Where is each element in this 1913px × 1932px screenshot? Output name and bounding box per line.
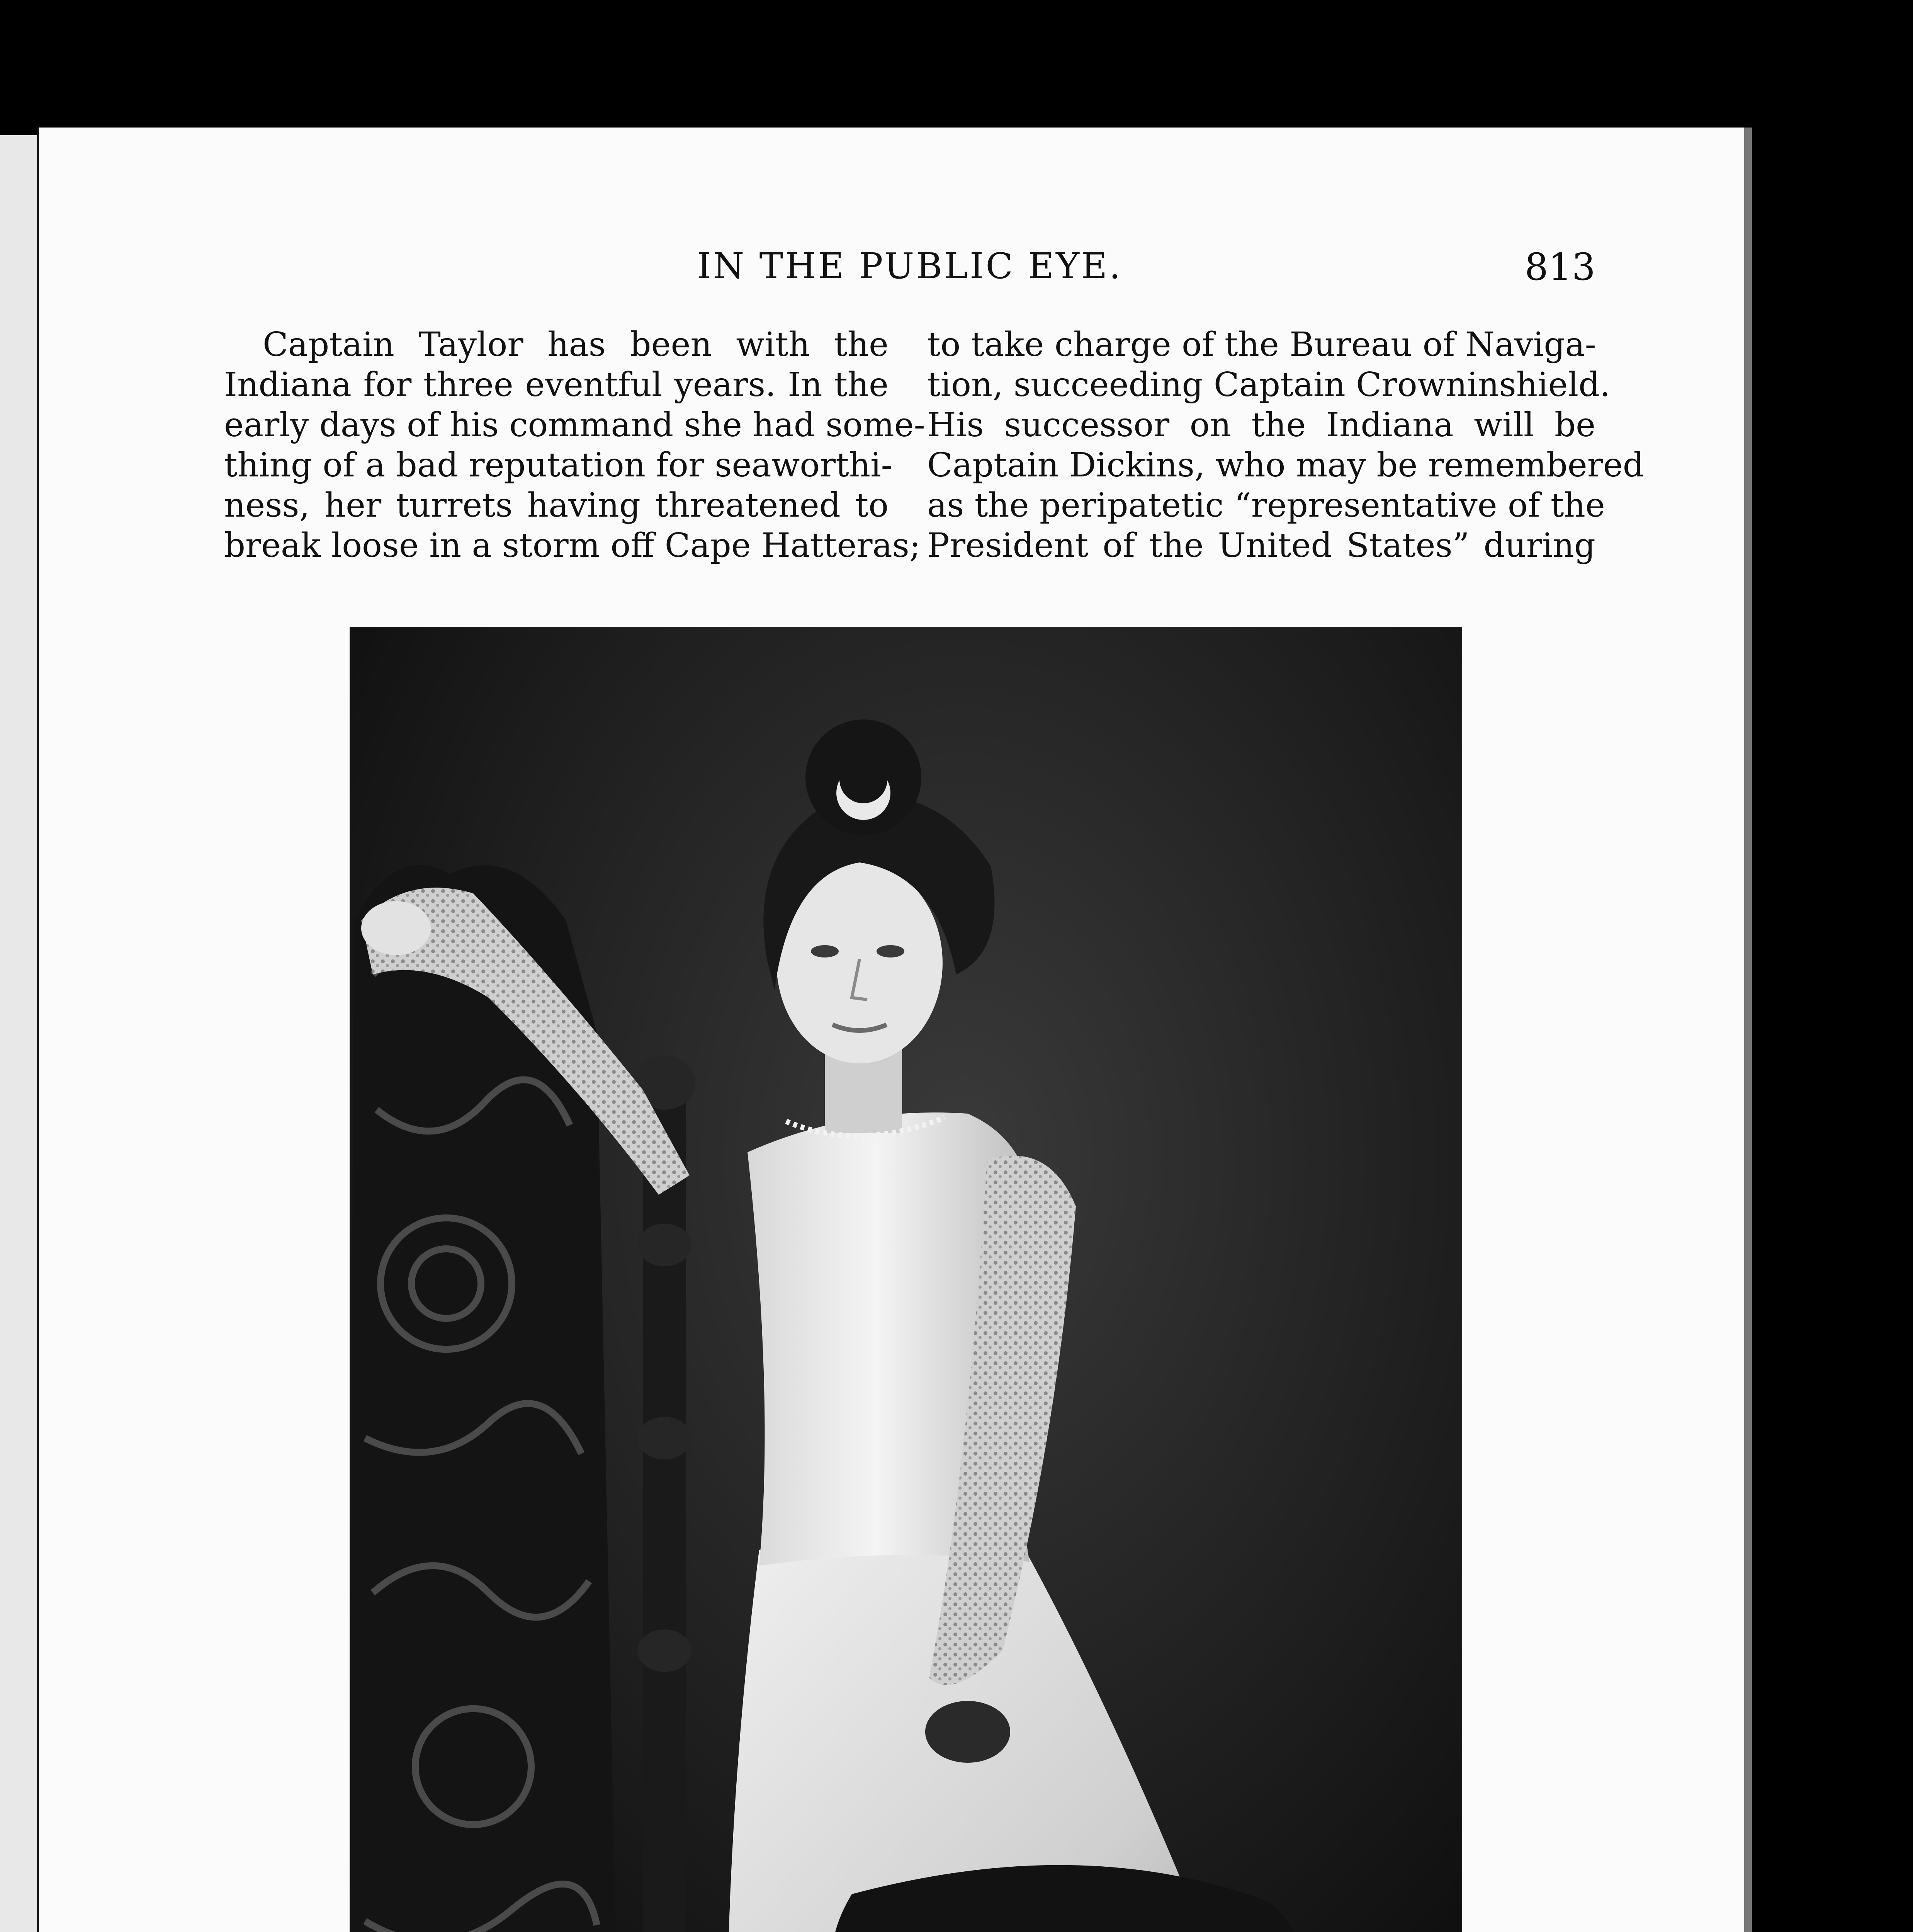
page-number: 813 [1524,245,1595,289]
portrait-photograph [350,627,1462,1932]
running-head [224,242,1595,299]
text-line: tion, succeeding Captain Crowninshield. [927,366,1611,404]
column-right-top [927,325,1644,566]
text-line: Captain Dickins, who may be remembered [927,446,1644,485]
text-line: break loose in a storm off Cape Hatteras; [224,526,921,565]
text-line: His successor on the Indiana will be [927,406,1595,444]
page-edge-shadow [1744,128,1752,1932]
text-line: President of the United States” during [927,526,1595,565]
text-line: Indiana for three eventful years. In the [224,366,889,404]
text-line: to take charge of the Bureau of Naviga- [927,325,1596,364]
text-line: as the peripatetic “representative of the [927,486,1605,525]
text-line: thing of a bad reputation for seaworthi- [224,446,892,485]
text-line: Captain Taylor has been with the [263,325,889,364]
text-line: ness, her turrets having threatened to [224,486,889,525]
column-left-top [224,325,925,566]
running-head-title: IN THE PUBLIC EYE. [697,245,1123,287]
text-line: early days of his command she had some- [224,406,925,444]
